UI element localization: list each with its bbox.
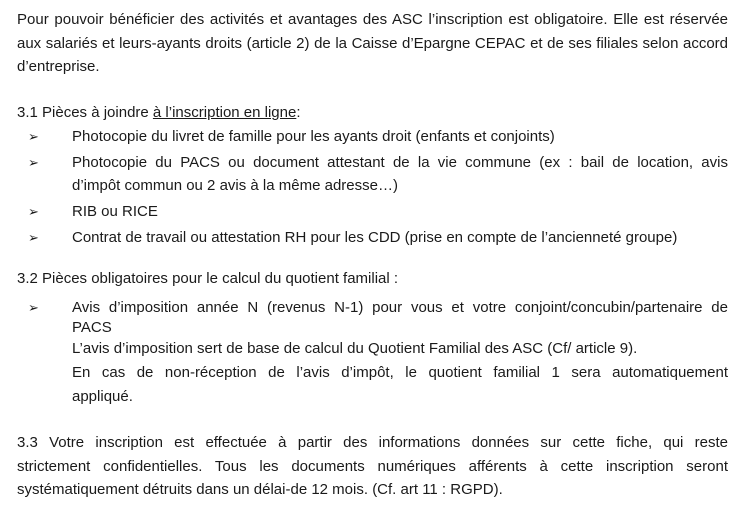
paragraph-line: strictement confidentielles. Tous les documents numériques afférents à cette inscription seront [17, 458, 728, 475]
list-item: Avis d’imposition année N (revenus N-1) pour vous et votre conjoint/concubin/partenaire de [72, 299, 728, 316]
intro-line: Pour pouvoir bénéficier des activités et avantages des ASC l’inscription est obligatoire. Elle est réservée [17, 11, 728, 28]
arrowhead-bullet-icon: ➢ [28, 129, 39, 144]
section-heading [17, 103, 301, 123]
heading-suffix: : [296, 104, 301, 121]
arrowhead-bullet-icon: ➢ [28, 230, 39, 245]
paragraph-line: 3.3 Votre inscription est effectuée à partir des informations données sur cette fiche, qui reste [17, 434, 728, 451]
list-item-note: En cas de non-réception de l’avis d’impôt, le quotient familial 1 sera automatiquement [72, 364, 728, 381]
arrowhead-bullet-icon: ➢ [28, 204, 39, 219]
arrowhead-bullet-icon: ➢ [28, 155, 39, 170]
list-item-note: appliqué. [72, 388, 133, 405]
list-item: RIB ou RICE [72, 203, 158, 220]
list-item-continuation: d’impôt commun ou 2 avis à la même adresse…) [72, 177, 398, 194]
list-item: Contrat de travail ou attestation RH pour les CDD (prise en compte de l’ancienneté groupe) [72, 229, 678, 246]
list-item-note: L’avis d’imposition sert de base de calcul du Quotient Familial des ASC (Cf/ article 9). [72, 340, 638, 357]
list-item: Photocopie du PACS ou document attestant de la vie commune (ex : bail de location, avis [72, 154, 728, 171]
list-item-continuation: PACS [72, 319, 112, 336]
heading-text: 3.1 Pièces à joindre [17, 104, 153, 121]
arrowhead-bullet-icon: ➢ [28, 300, 39, 315]
list-item: Photocopie du livret de famille pour les ayants droit (enfants et conjoints) [72, 128, 555, 145]
intro-line: d’entreprise. [17, 58, 100, 75]
intro-line: aux salariés et leurs-ayants droits (article 2) de la Caisse d’Epargne CEPAC et de ses filiales selon accord [17, 35, 728, 52]
section-heading: 3.2 Pièces obligatoires pour le calcul du quotient familial : [17, 270, 399, 287]
paragraph-line: systématiquement détruits dans un délai-de 12 mois. (Cf. art 11 : RGPD). [17, 481, 503, 498]
heading-underlined-text: à l’inscription en ligne [152, 104, 297, 121]
